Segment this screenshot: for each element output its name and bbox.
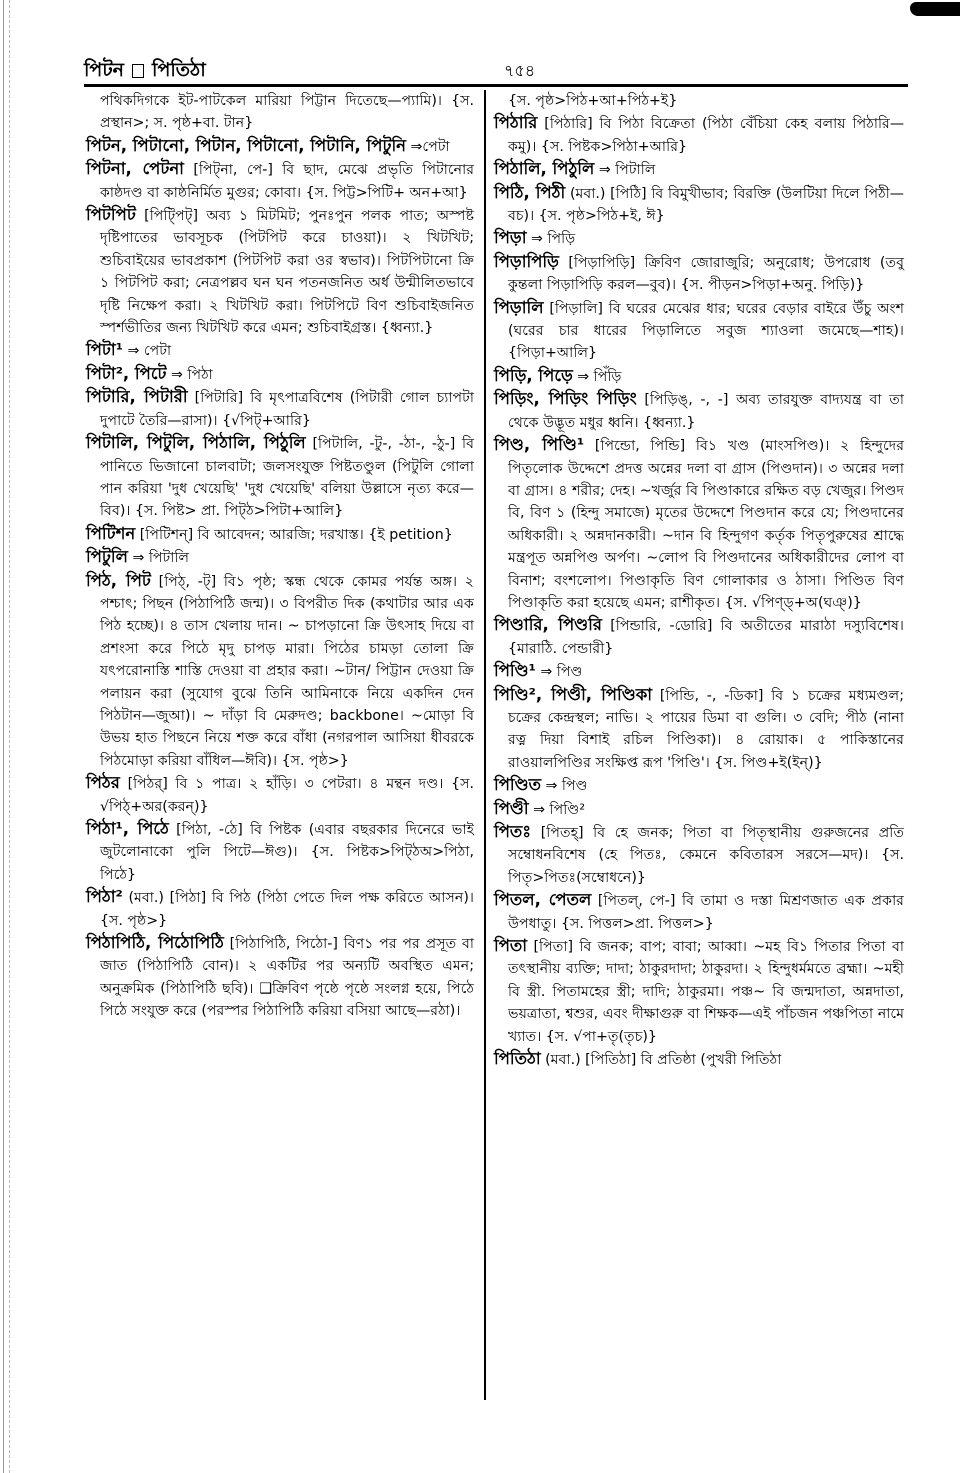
dictionary-entry [86,570,474,773]
dictionary-entry [494,434,904,614]
definition: [পিড়াপিড়ি] ক্রিবিণ জোরাজুরি; অনুরোধ; উপরোধ (তবু কুন্তলা পিড়াপিড়ি করল—বুব)। {স. পীড়ন>পিড়া+অনু. পিড়ি)} [508,254,904,294]
dictionary-entry [494,935,904,1048]
definition: [পিট্পিট্] অব্য ১ মিটমিট; পুনঃপুন পলক পাত; অস্পষ্ট দৃষ্টিপাতের ভাবসূচক (পিটপিট করে চাওয়া)। ২ খিটখিট; শুচিবাইয়ের ভাবপ্রকাশ (পিটপিট করা ওর স্বভাব)। পিটপিটানো ক্রি ১ পিটপিট করা; নেত্রপল্লব ঘন ঘন পতনজনিত অর্ধ উন্মীলিতভাবে দৃষ্টি নিক্ষেপ করা। ২ খিটখিট করা। পিটপিটে বিণ শুচিবাইজনিত স্পর্শভীতির জন্য খিটখিট করে এমন; শুচিবাইগ্রস্ত। {ধ্বন্যা.} [100,208,474,337]
dictionary-entry [494,251,904,297]
definition: [পিড়ালি] বি ঘরের মেঝের ধার; ঘরের বেড়ার বাইরে উঁচু অংশ (ঘরের চার ধারের পিড়ালিতে সবুজ শ্যাওলা জমেছে—শাহ)। {পিড়া+আলি} [508,300,904,362]
dictionary-entry [494,1048,904,1071]
scan-smudge [910,2,960,16]
definition: ⇒ পিণ্ড [545,778,588,795]
page-binding-edge [0,0,14,1473]
headword: পিণ্ডারি, পিণ্ডরি [494,615,602,635]
page-header [84,52,904,82]
dictionary-entry [86,432,474,523]
headword: পিঠর [86,773,120,793]
guide-word-first: পিটন [84,59,125,81]
definition: [পিঠাপিঠি, পিঠো-] বিণ১ পর পর প্রসূত বা জাত (পিঠাপিঠি বোন)। ২ একটির পর অন্যটি অবস্থিত এমন; অনুক্রমিক (পিঠাপিঠি ছবি)। ❑ক্রিবিণ পৃষ্ঠে পৃষ্ঠে সংলগ্ন হয়ে, পিঠে পিঠে সংযুক্ত করে (পরস্পর পিঠাপিঠি করিয়া বসিয়া আছে—রঠা)। [100,936,474,1020]
guide-separator-box [132,64,144,78]
definition: [পিতা] বি জনক; বাপ; বাবা; আব্বা। ~মহ বি১ পিতার পিতা বা তৎস্থানীয় ব্যক্তি; দাদা; ঠাকুরদাদা; ঠাকুরদা। ২ হিন্দুধর্মমতে ব্রহ্মা। ~মহী বি স্ত্রী. পিতামহের স্ত্রী; দাদি; ঠাকুরমা। পঞ্চ~ বি জন্মদাতা, অন্নদাতা, ভয়ত্রাতা, শ্বশুর, এবং দীক্ষাগুরু বা শিক্ষক—এই পাঁচজন পঞ্চপিতা নামে খ্যাত। {স. √পা+তৃ(তৃচ)} [508,939,904,1045]
headword: পিড়াপিড়ি [494,251,559,271]
definition: ⇒ পিঁড়ি [577,368,622,385]
dictionary-entry [86,135,474,158]
dictionary-entry [494,684,904,775]
headword: পিতিঠা [494,1049,541,1069]
headword: পিটিশন [86,523,136,543]
dictionary-entry [86,818,474,886]
definition: [পিঠর্] বি ১ পাত্র। ২ হাঁড়ি। ৩ পেটরা। ৪ মন্থন দণ্ড। {স. √পিঠ্+অর(করন্)} [100,776,475,815]
headword: পিণ্ডি², পিণ্ডী, পিণ্ডিকা [494,684,653,704]
definition: (মবা.) [পিঠা] বি পিঠ (পিঠা পেতে দিল পক্ষ করিতে আসন)। {স. পৃষ্ঠ>} [100,890,474,929]
definition: ⇒ পিটালি [598,162,656,179]
headword: পিতঃ [494,822,532,841]
dictionary-entry [86,386,474,432]
left-column [86,90,474,1023]
dictionary-entry [494,112,904,158]
dictionary-entry [494,227,904,250]
column-divider [484,90,486,1400]
headword: পিণ্ডি¹ [494,661,536,681]
dictionary-entry [86,546,474,569]
definition: ⇒পেটা [410,138,450,155]
headword: পিণ্ডিত [494,775,542,795]
right-column [494,90,904,1071]
definition: ⇒ পিটালি [132,550,190,567]
dictionary-entry [86,772,474,818]
header-rule [84,84,908,87]
dictionary-entry [86,932,474,1023]
definition: [পিঠারি] বি পিঠা বিক্রেতা (পিঠা বেঁচিয়া কেহ বলায় পিঠারি—কমু)। {স. পিষ্টক>পিঠা+আরি} [508,116,905,155]
definition: [পিটালি, -টু-, -ঠা-, -ঠু-] বি পানিতে ভিজানো চালবাটা; জলসংযুক্ত পিষ্টতণ্ডুল (পিটুলি গোলা পান করিয়া 'দুধ খেয়েছি' 'দুধ খেয়েছি' বলিয়া উল্লাসে নৃত্য করে—বিব)। {স. পিষ্ট> প্রা. পিট্ঠ>পিটা+আলি} [100,436,474,520]
definition: [পিন্ডো, পিন্ডি] বি১ খণ্ড (মাংসপিণ্ড)। ২ হিন্দুদের পিতৃলোক উদ্দেশে প্রদত্ত অন্নের দলা বা গ্রাস (পিণ্ডদান)। ৩ অন্নের দলা বা গ্রাস। ৪ শরীর; দেহ। ~খর্জুর বি পিণ্ডাকারে রক্ষিত বড় খেজুর। পিণ্ডদ বি, বিণ ১ (হিন্দু সমাজে) মৃতের উদ্দেশে পিণ্ডদান করে যে; পিণ্ডদানের অধিকারী। ২ অন্নদানকারী। ~দান বি হিন্দুগণ কর্তৃক পিতৃপুরুষের শ্রাদ্ধে মন্ত্রপূত অন্নপিণ্ড অর্পণ। ~লোপ বি পিণ্ডদানের অধিকারীদের লোপ বা বিনাশ; বংশলোপ। পিণ্ডাকৃতি বিণ গোলাকার ও ঠাসা। পিণ্ডিত বিণ পিণ্ডাকৃতি করা হয়েছে এমন; রাশীকৃত। {স. √পিণ্ড্+অ(ঘঞ্)} [508,438,905,611]
headword: পিটারি, পিটারী [86,387,188,407]
headword: পিঠা² [86,887,123,907]
definition: [পিতহ্] বি হে জনক; পিতা বা পিতৃস্থানীয় গুরুজনের প্রতি সম্বোধনবিশেষ (হে পিতঃ, কেমনে কবিতারস সরসে—মদ)। {স. পিতৃ>পিতঃ(সম্বোধনে)} [508,825,904,886]
headword: পিটন, পিটানো, পিটান, পিটানো, পিটানি, পিটুনি [86,135,407,155]
dictionary-entry [494,388,904,434]
definition: [পিতল্, পে-] বি তামা ও দস্তা মিশ্রণজাত এক প্রকার উপধাতু। {স. পিত্তল>প্রা. পিত্তল>} [508,893,904,932]
headword: পিড়িং, পিড়িং পিড়িং [494,389,637,409]
headword: পিঠারি [494,113,538,133]
definition: [পিন্ডারি, -ডোরি] বি অতীতের মারাঠা দস্যুবিশেষ। {মারাঠি. পেন্ডারী} [508,618,904,657]
definition: ⇒ পিণ্ডি² [533,801,586,818]
definition: {স. পৃষ্ঠ>পিঠ+আ+পিঠ+ই} [508,93,678,109]
headword: পিঠাপিঠি, পিঠোপিঠি [86,933,224,953]
dictionary-entry [86,339,474,362]
headword: পিঠালি, পিঠুলি [494,159,595,179]
dictionary-entry [494,90,904,112]
definition: [পিন্ডি, -, -ডিকা] বি ১ চক্রের মধ্যমণ্ডল; চক্রের কেন্দ্রস্থল; নাভি। ২ পায়ের ডিমা বা গুলি। ৩ বেদি; পীঠ (নানা রত্ন দিয়া বিশাই রচিল পিণ্ডিকা)। ৪ রোয়াক। ৫ পাকিস্তানের রাওয়ালপিণ্ডির সংক্ষিপ্ত রূপ 'পিণ্ডি'। {স. পিণ্ড+ই(ইন্)} [508,687,904,771]
dictionary-entry [86,158,474,204]
definition: ⇒ পেটা [127,343,172,360]
definition: ⇒ পিণ্ড [540,664,583,681]
dictionary-entry [494,297,904,365]
headword: পিটপিট [86,205,136,225]
definition: [পিটিশন্] বি আবেদন; আরজি; দরখাস্ত। {ই petition} [139,526,453,543]
definition: পথিকদিগকে ইট-পাটকেল মারিয়া পিট্টান দিতেছে—প্যামি)। {স. প্রস্থান>; স. পৃষ্ঠ+বা. টান} [100,93,474,132]
headword: পিটুলি [86,547,128,567]
definition: (মবা.) [পিতিঠা] বি প্রতিষ্ঠা (পুখরী পিতিঠা [545,1052,782,1069]
headword: পিঠ, পিট [86,570,151,590]
headword: পিতল, পেতল [494,890,592,910]
definition: ⇒ পিঠা [171,366,213,383]
dictionary-entry [86,90,474,135]
definition: [পিড়িঙ্, -, -] অব্য তারযুক্ত বাদ্যযন্ত্র বা তা থেকে উদ্ভূত মধুর ধ্বনি। {ধ্বন্যা.} [508,392,905,431]
dictionary-entry [86,886,474,932]
headword: পিণ্ডী [494,798,529,818]
dictionary-entry [86,523,474,546]
headword: পিড়া [494,228,527,248]
dictionary-entry [494,889,904,935]
headword: পিটনা, পেটনা [86,159,184,179]
dictionary-entry [494,821,904,889]
headword: পিড়ি, পিড়ে [494,365,573,385]
dictionary-entry [494,182,904,228]
definition: [পিটারি] বি মৃৎপাত্রবিশেষ (পিটারী গোল চ্যাপটা দুপাটে তৈরি—রাসা)। {√পিট্+আরি} [100,390,474,429]
definition: [পিঠা, -ঠে] বি পিষ্টক (এবার বছরকার দিনেরে ভাই জুটলোনাকো পুলি পিটে—ঈগু)। {স. পিষ্টক>পিট্ঠঅ>পিঠা, পিঠে} [100,822,474,883]
definition: [পিট্না, পে-] বি ছাদ, মেঝে প্রভৃতি পিটানোর কাষ্ঠদণ্ড বা কাষ্ঠনির্মিত মুগুর; কোবা। {স. পিট্ট>পিটি+ অন+আ} [100,162,475,201]
page-number: ৭৫৪ [504,61,536,80]
dictionary-entry [494,614,904,660]
dictionary-entry [494,774,904,797]
headword: পিঠা¹, পিঠে [86,819,169,838]
headword: পিতা [494,936,528,956]
headword: পিঠি, পিঠী [494,182,566,202]
dictionary-entry [86,204,474,339]
dictionary-entry [86,363,474,386]
dictionary-entry [494,158,904,181]
dictionary-entry [494,660,904,683]
guide-word-last: পিতিঠা [152,59,206,81]
headword: পিড়ালি [494,297,544,317]
headword: পিটা², পিটে [86,363,167,383]
dictionary-entry [494,798,904,821]
definition: [পিঠ্, -ট্] বি১ পৃষ্ঠ; স্কন্ধ থেকে কোমর পর্যন্ত অঙ্গ। ২ পশ্চাৎ; পিছন (পিঠাপিঠি জন্ম)। ৩ বিপরীত দিক (কথাটার আর এক পিঠ হচ্ছে)। ৪ তাস খেলায় দান। ~ চাপড়ানো ক্রি উৎসাহ দিয়ে বা প্রশংসা করে পিঠে মৃদু চাপড় মারা। পিঠের চামড়া তোলা ক্রি যৎপরোনাস্তি শাস্তি দেওয়া বা প্রহার করা। ~টান/ পিট্টান দেওয়া ক্রি পলায়ন করা (সুযোগ বুঝে তিনি আমিনাকে নিয়ে একদিন দেন পিঠটান—জুআ)। ~ দাঁড়া বি মেরুদণ্ড; backbone। ~মোড়া বি উভয় হাত পিছনে নিয়ে শক্ত করে বাঁধা (নগরপাল আসিয়া ধীবরকে পিঠমোড়া করিয়া বাঁধিল—ঈবি)। {স. পৃষ্ঠ>} [100,573,474,769]
headword: পিটা¹ [86,340,123,360]
headword: পিণ্ড, পিণ্ডি¹ [494,435,585,455]
headword: পিটালি, পিটুলি, পিঠালি, পিঠুলি [86,433,306,453]
definition: (মবা.) [পিঠি] বি বিমুখীভাব; বিরক্তি (উলটিয়া দিলে পিঠী—বচ)। {স. পৃষ্ঠ>পিঠ+ই, ঈ} [508,185,904,225]
definition: ⇒ পিড়ি [531,231,576,248]
dictionary-entry [494,365,904,388]
